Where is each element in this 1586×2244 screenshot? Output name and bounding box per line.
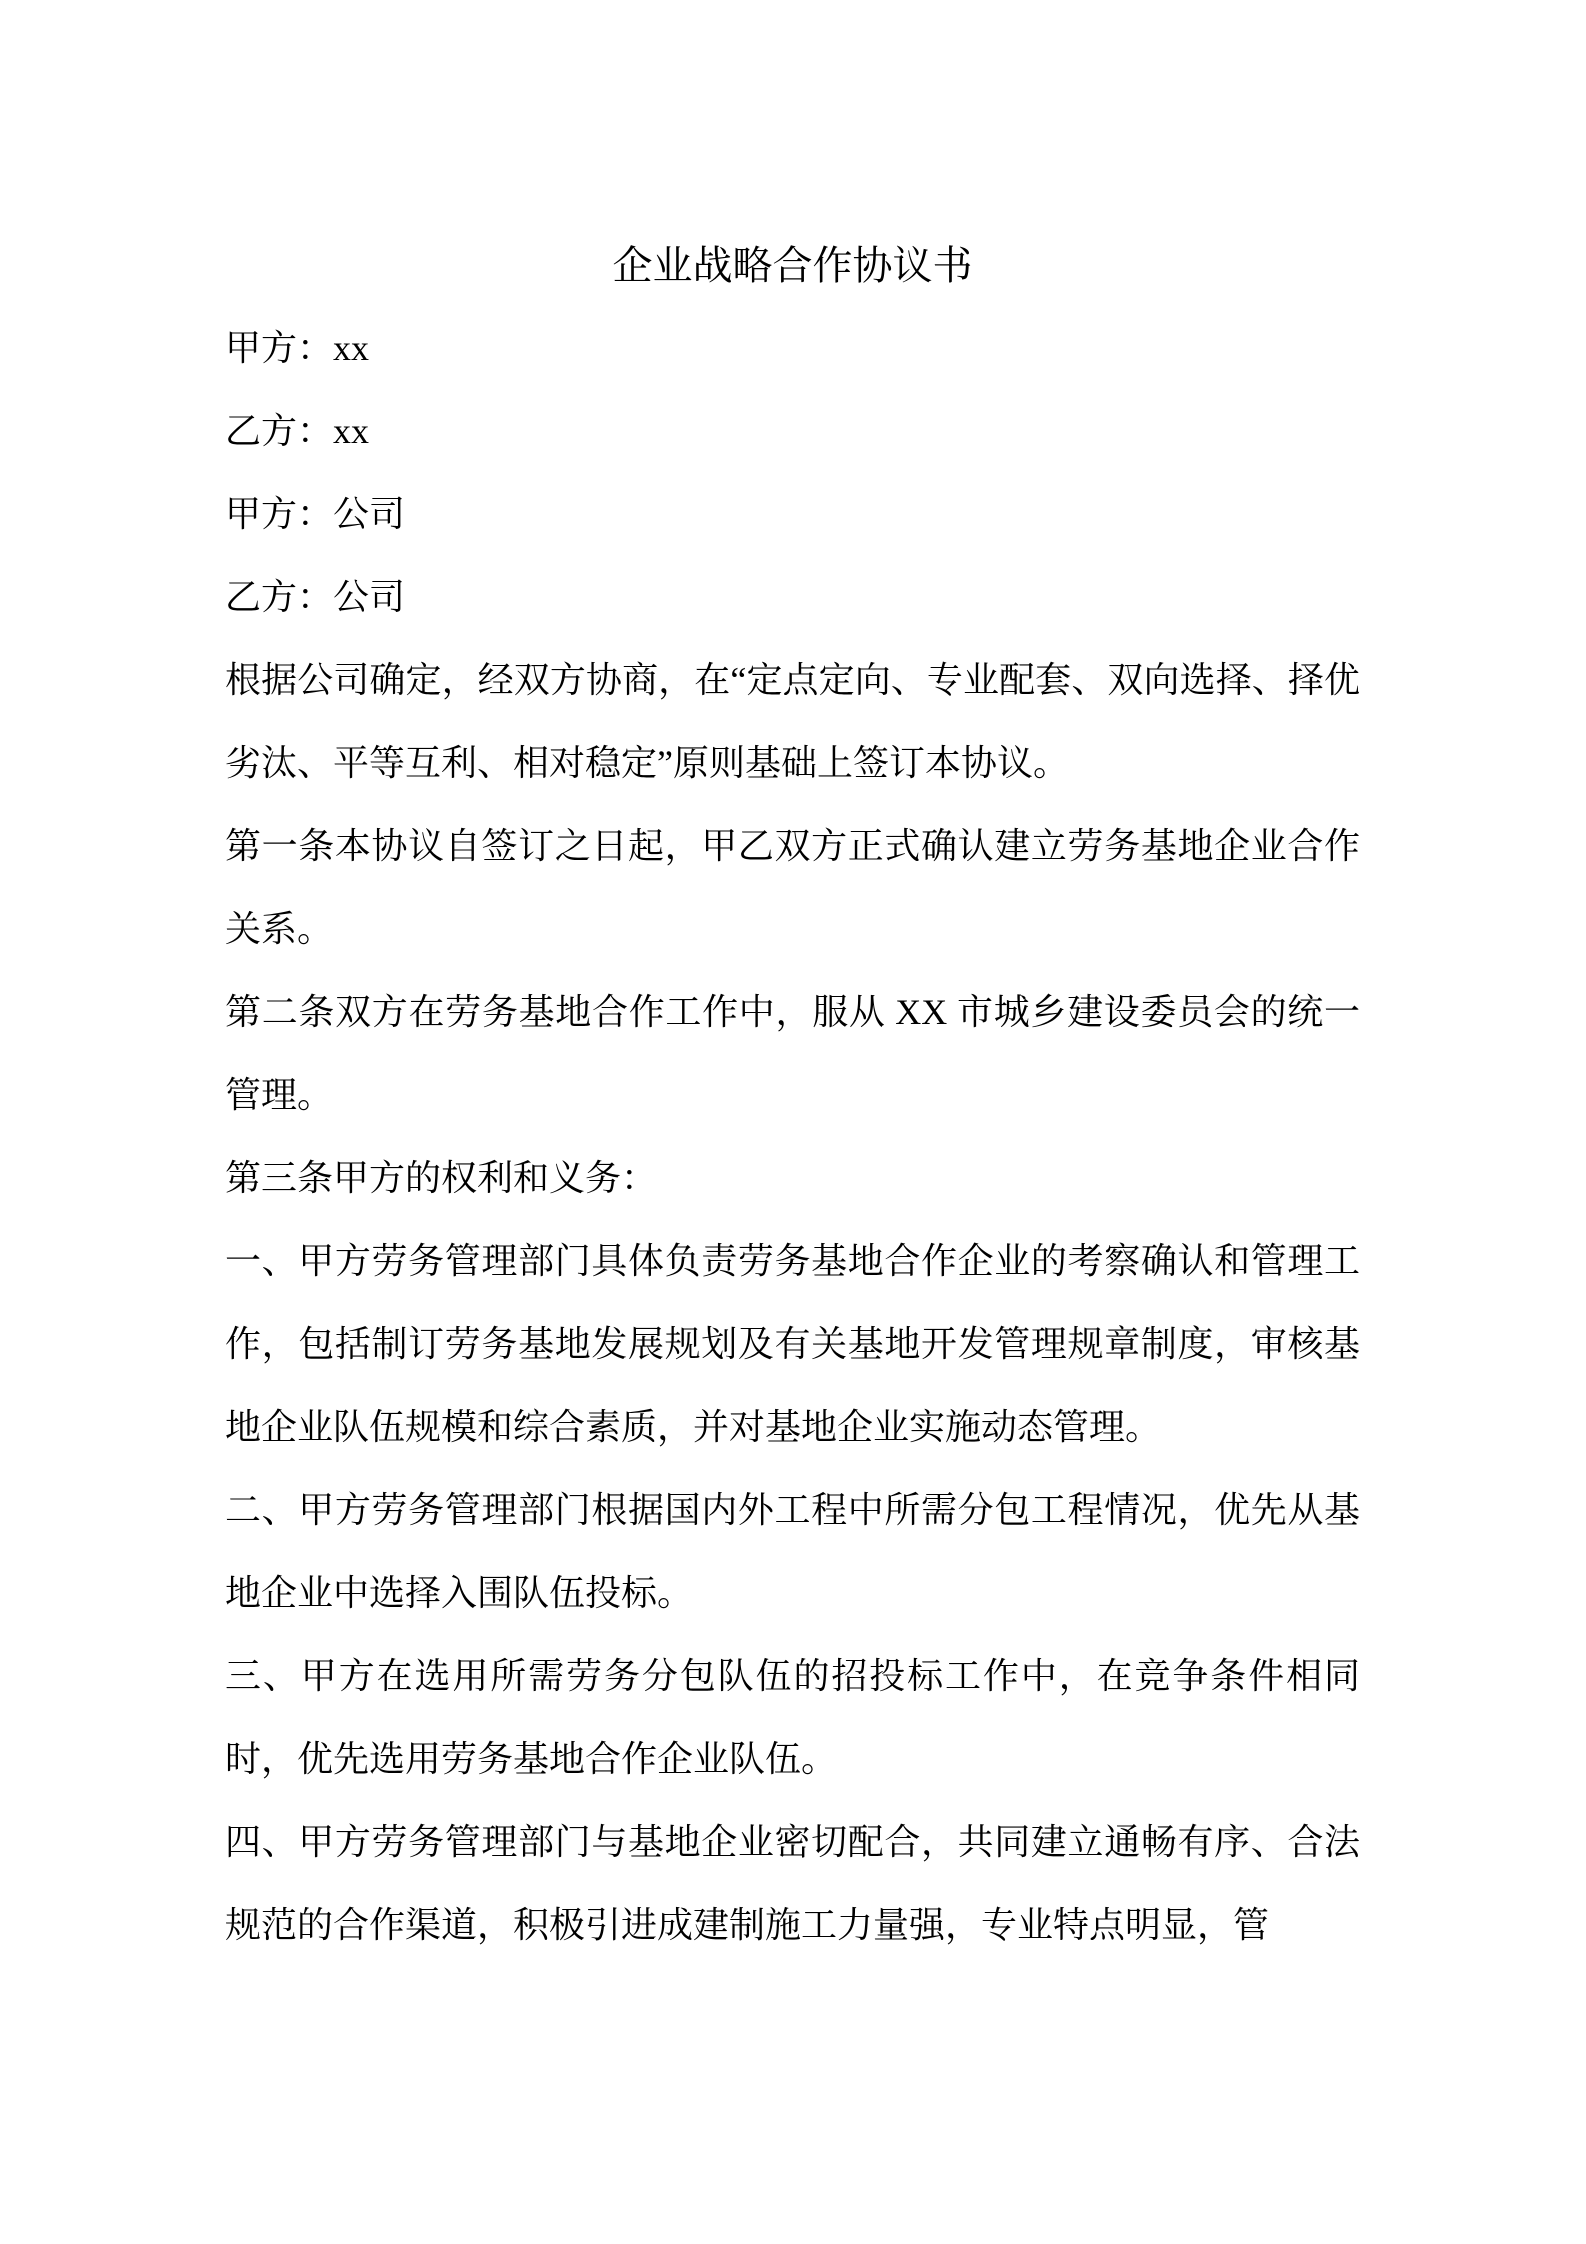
paragraph: 甲方：xx xyxy=(225,328,370,368)
paragraph: 第三条甲方的权利和义务： xyxy=(225,1158,658,1198)
paragraph: 三、甲方在选用所需劳务分包队伍的招投标工作中，在竞争条件相同时，优先选用劳务基地合作企业队伍。 xyxy=(225,1656,1360,1779)
paragraph: 第一条本协议自签订之日起，甲乙双方正式确认建立劳务基地企业合作关系。 xyxy=(225,826,1360,949)
document-body xyxy=(225,307,1360,1967)
document-title: 企业战略合作协议书 xyxy=(612,243,973,288)
paragraph: 乙方：公司 xyxy=(225,577,406,617)
paragraph: 根据公司确定，经双方协商，在“定点定向、专业配套、双向选择、择优劣汰、平等互利、相对稳定”原则基础上签订本协议。 xyxy=(225,660,1360,783)
paragraph: 第二条双方在劳务基地合作工作中，服从 XX 市城乡建设委员会的统一管理。 xyxy=(225,992,1360,1115)
paragraph: 乙方：xx xyxy=(225,411,370,451)
paragraph: 四、甲方劳务管理部门与基地企业密切配合，共同建立通畅有序、合法规范的合作渠道，积极引进成建制施工力量强，专业特点明显，管 xyxy=(225,1822,1360,1945)
paragraph: 二、甲方劳务管理部门根据国内外工程中所需分包工程情况，优先从基地企业中选择入围队伍投标。 xyxy=(225,1490,1360,1613)
paragraph: 甲方：公司 xyxy=(225,494,406,534)
paragraph: 一、甲方劳务管理部门具体负责劳务基地合作企业的考察确认和管理工作，包括制订劳务基地发展规划及有关基地开发管理规章制度，审核基地企业队伍规模和综合素质，并对基地企业实施动态管理。 xyxy=(225,1241,1360,1447)
